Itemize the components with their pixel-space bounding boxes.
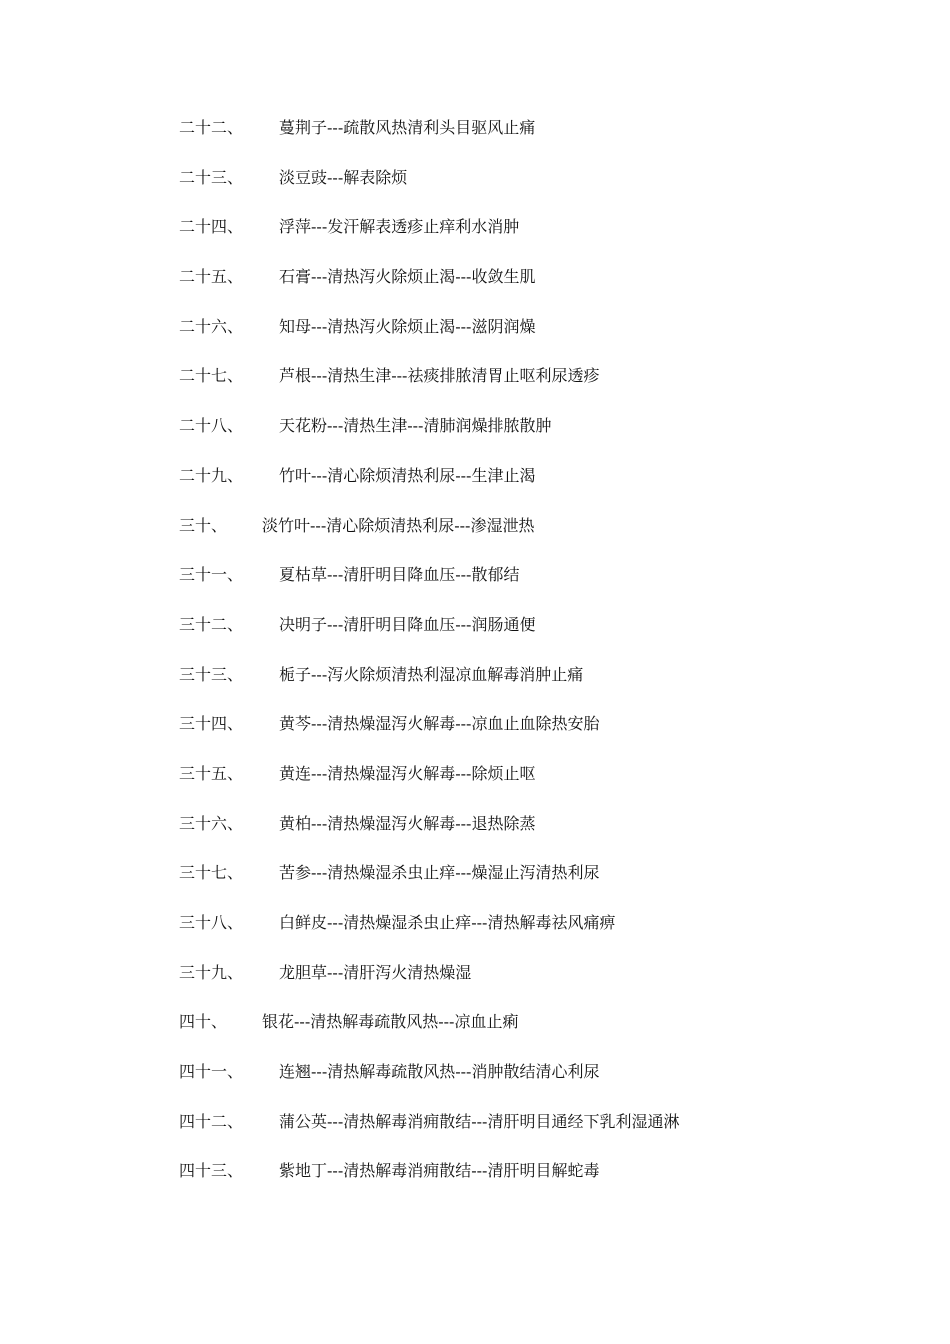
item-text: 芦根---清热生津---祛痰排脓清胃止呕利尿透疹 [279,366,600,386]
item-text: 石膏---清热泻火除烦止渴---收敛生肌 [279,267,536,287]
item-text: 浮萍---发汗解表透疹止痒利水消肿 [279,217,520,237]
item-text: 黄芩---清热燥湿泻火解毒---凉血止血除热安胎 [279,714,600,734]
item-text: 银花---清热解毒疏散风热---凉血止痢 [262,1012,519,1032]
list-item [179,413,879,463]
list-item [179,165,879,215]
item-number: 四十、 [179,1012,228,1032]
list-item [179,910,879,960]
list-item [179,463,879,513]
item-number: 三十、 [179,515,228,535]
item-number: 三十六、 [179,813,244,833]
item-number: 二十三、 [179,167,244,187]
item-text: 龙胆草---清肝泻火清热燥湿 [279,962,472,982]
item-text: 紫地丁---清热解毒消痈散结---清肝明目解蛇毒 [279,1161,600,1181]
list-item [179,115,879,165]
list-item [179,960,879,1010]
item-text: 天花粉---清热生津---清肺润燥排脓散肿 [279,416,552,436]
item-text: 苦参---清热燥湿杀虫止痒---燥湿止泻清热利尿 [279,863,600,883]
item-number: 三十三、 [179,664,244,684]
item-text: 蒲公英---清热解毒消痈散结---清肝明目通经下乳利湿通淋 [279,1111,680,1131]
list-item [179,860,879,910]
item-number: 三十四、 [179,714,244,734]
item-number: 二十六、 [179,316,244,336]
list-item [179,513,879,563]
item-text: 淡竹叶---清心除烦清热利尿---渗湿泄热 [262,515,535,535]
list-item [179,562,879,612]
list-item [179,662,879,712]
herb-list [179,115,879,1208]
item-number: 四十三、 [179,1161,244,1181]
list-item [179,1109,879,1159]
item-number: 二十七、 [179,366,244,386]
item-text: 黄柏---清热燥湿泻火解毒---退热除蒸 [279,813,536,833]
item-text: 夏枯草---清肝明目降血压---散郁结 [279,565,520,585]
list-item [179,363,879,413]
item-number: 三十二、 [179,614,244,634]
item-text: 竹叶---清心除烦清热利尿---生津止渴 [279,465,536,485]
list-item [179,711,879,761]
list-item [179,214,879,264]
item-number: 四十一、 [179,1062,244,1082]
list-item [179,1059,879,1109]
item-text: 栀子---泻火除烦清热利湿凉血解毒消肿止痛 [279,664,584,684]
item-text: 蔓荆子---疏散风热清利头目驱风止痛 [279,118,536,137]
item-text: 黄连---清热燥湿泻火解毒---除烦止呕 [279,763,536,783]
item-number: 三十五、 [179,763,244,783]
list-item [179,612,879,662]
item-text: 知母---清热泻火除烦止渴---滋阴润燥 [279,316,536,336]
list-item [179,811,879,861]
item-number: 四十二、 [179,1111,244,1131]
item-number: 二十九、 [179,465,244,485]
item-number: 三十一、 [179,565,244,585]
list-item [179,1009,879,1059]
item-number: 二十五、 [179,267,244,287]
item-number: 三十七、 [179,863,244,883]
item-text: 决明子---清肝明目降血压---润肠通便 [279,614,536,634]
item-text: 淡豆豉---解表除烦 [279,167,408,187]
item-number: 二十八、 [179,416,244,436]
item-number: 三十九、 [179,962,244,982]
list-item [179,264,879,314]
item-number: 二十二、 [179,118,244,137]
item-number: 二十四、 [179,217,244,237]
list-item [179,1158,879,1208]
item-number: 三十八、 [179,913,244,932]
list-item [179,314,879,364]
item-text: 连翘---清热解毒疏散风热---消肿散结清心利尿 [279,1062,600,1082]
list-item [179,761,879,811]
item-text: 白鲜皮---清热燥湿杀虫止痒---清热解毒祛风痛痹 [279,913,616,932]
